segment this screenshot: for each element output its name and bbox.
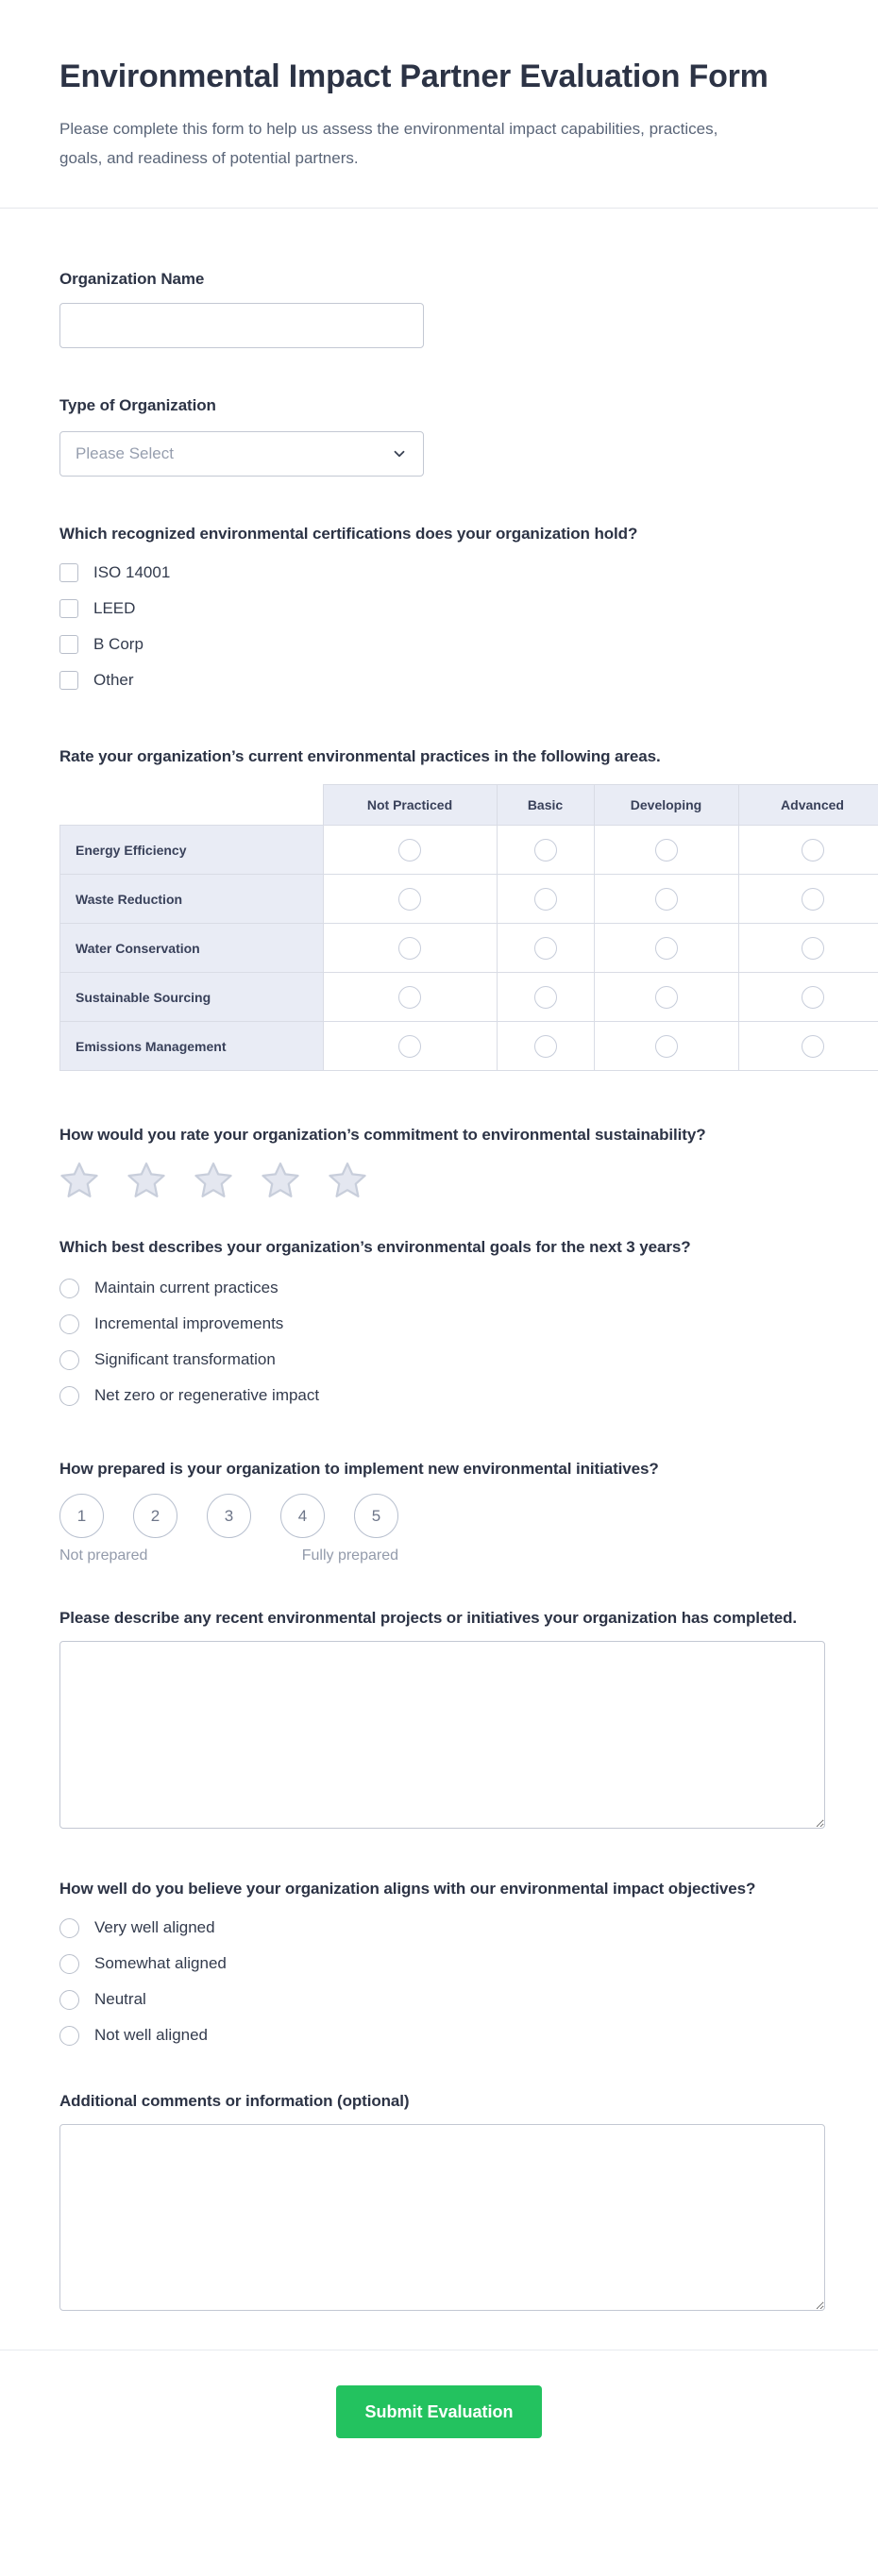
matrix-cell	[594, 826, 738, 875]
radio-option-label: Not well aligned	[94, 2026, 209, 2044]
question-label: Which best describes your organization’s environmental goals for the next 3 years?	[59, 1238, 691, 1256]
form-subtitle: Please complete this form to help us assess the environmental impact capabilities, practices, goals, and readiness of potential partners.	[59, 120, 718, 167]
form-body	[0, 265, 878, 2311]
matrix-radio[interactable]	[655, 888, 678, 911]
star-icon[interactable]	[328, 1161, 367, 1199]
matrix-radio[interactable]	[534, 1035, 557, 1058]
scale-option[interactable]: 5	[354, 1494, 398, 1538]
submit-button[interactable]: Submit Evaluation	[336, 2385, 542, 2438]
matrix-radio[interactable]	[655, 986, 678, 1009]
radio-option[interactable]	[59, 1989, 825, 2010]
scale-max-label: Fully prepared	[301, 1547, 398, 1564]
radio-option[interactable]	[59, 1278, 825, 1298]
field-alignment	[59, 1875, 825, 2046]
matrix-radio[interactable]	[655, 937, 678, 960]
field-organization-type	[59, 392, 825, 477]
field-goals	[59, 1233, 825, 1406]
matrix-cell	[497, 826, 594, 875]
question-label: How well do you believe your organization aligns with our environmental impact objectives?	[59, 1880, 756, 1898]
radio[interactable]	[59, 1350, 79, 1370]
matrix-radio[interactable]	[802, 839, 824, 861]
matrix-radio[interactable]	[398, 888, 421, 911]
matrix-row	[60, 973, 878, 1022]
matrix-radio[interactable]	[655, 839, 678, 861]
matrix-cell	[323, 826, 497, 875]
matrix-cell	[594, 973, 738, 1022]
radio[interactable]	[59, 2026, 79, 2046]
radio-option[interactable]	[59, 1917, 825, 1938]
checkbox[interactable]	[59, 563, 78, 582]
select-placeholder: Please Select	[76, 444, 174, 462]
radio-option[interactable]	[59, 1313, 825, 1334]
matrix-radio[interactable]	[802, 1035, 824, 1058]
comments-textarea[interactable]	[59, 2124, 825, 2311]
matrix-row-label: Emissions Management	[60, 1022, 324, 1071]
matrix-row-label: Energy Efficiency	[60, 826, 324, 875]
radio-option-label: Net zero or regenerative impact	[94, 1386, 320, 1404]
matrix-cell	[738, 875, 878, 924]
matrix-cell	[497, 1022, 594, 1071]
matrix-radio[interactable]	[534, 937, 557, 960]
matrix-radio[interactable]	[802, 986, 824, 1009]
matrix-cell	[738, 1022, 878, 1071]
checkbox-option[interactable]	[59, 634, 825, 655]
matrix-header-row	[60, 785, 878, 826]
radio-option-label: Significant transformation	[94, 1350, 276, 1368]
radio-option[interactable]	[59, 1385, 825, 1406]
radio[interactable]	[59, 1386, 79, 1406]
radio[interactable]	[59, 1954, 79, 1974]
matrix-column-header: Basic	[497, 785, 594, 826]
practices-matrix-table	[59, 784, 878, 1071]
matrix-cell	[323, 973, 497, 1022]
checkbox-option-label: LEED	[93, 599, 136, 617]
matrix-cell	[323, 924, 497, 973]
chevron-down-icon	[391, 445, 408, 462]
submit-row	[0, 2385, 878, 2438]
scale-option[interactable]: 3	[207, 1494, 251, 1538]
radio-group	[59, 1917, 825, 2046]
question-label: Additional comments or information (optional)	[59, 2092, 410, 2110]
field-certifications	[59, 520, 825, 691]
matrix-radio[interactable]	[398, 986, 421, 1009]
question-label: Which recognized environmental certifications does your organization hold?	[59, 525, 638, 543]
star-icon[interactable]	[194, 1161, 233, 1199]
matrix-cell	[323, 875, 497, 924]
question-label: How would you rate your organization’s commitment to environmental sustainability?	[59, 1126, 706, 1144]
radio-option-label: Somewhat aligned	[94, 1954, 227, 1972]
matrix-cell	[594, 875, 738, 924]
matrix-column-header: Not Practiced	[323, 785, 497, 826]
matrix-column-header: Developing	[594, 785, 738, 826]
checkbox[interactable]	[59, 599, 78, 618]
matrix-row-label: Water Conservation	[60, 924, 324, 973]
field-practices-matrix	[59, 743, 844, 1071]
scale-option[interactable]: 2	[133, 1494, 177, 1538]
scale-option[interactable]: 1	[59, 1494, 104, 1538]
matrix-corner-cell	[60, 785, 324, 826]
field-commitment-rating	[59, 1121, 825, 1199]
radio-option-label: Maintain current practices	[94, 1279, 279, 1296]
checkbox-option[interactable]	[59, 598, 825, 619]
radio-option[interactable]	[59, 2025, 825, 2046]
form-title: Environmental Impact Partner Evaluation Form	[59, 59, 768, 94]
question-label: How prepared is your organization to implement new environmental initiatives?	[59, 1460, 659, 1478]
question-label: Please describe any recent environmental projects or initiatives your organization has completed.	[59, 1609, 798, 1627]
checkbox[interactable]	[59, 671, 78, 690]
radio-option[interactable]	[59, 1953, 825, 1974]
radio[interactable]	[59, 1918, 79, 1938]
checkbox-option-label: ISO 14001	[93, 563, 171, 581]
matrix-radio[interactable]	[802, 888, 824, 911]
radio[interactable]	[59, 1990, 79, 2010]
matrix-radio[interactable]	[534, 888, 557, 911]
matrix-row-label: Sustainable Sourcing	[60, 973, 324, 1022]
matrix-row	[60, 924, 878, 973]
matrix-cell	[594, 1022, 738, 1071]
matrix-row-label: Waste Reduction	[60, 875, 324, 924]
radio-option-label: Very well aligned	[94, 1918, 215, 1936]
star-icon[interactable]	[127, 1161, 166, 1199]
matrix-cell	[323, 1022, 497, 1071]
matrix-row	[60, 875, 878, 924]
field-organization-name	[59, 265, 825, 348]
star-rating	[59, 1161, 825, 1199]
radio[interactable]	[59, 1279, 79, 1298]
question-label: Rate your organization’s current environmental practices in the following areas.	[59, 747, 661, 765]
checkbox-option[interactable]	[59, 562, 825, 583]
question-label: Type of Organization	[59, 396, 216, 414]
checkbox-option[interactable]	[59, 670, 825, 691]
matrix-cell	[497, 875, 594, 924]
matrix-cell	[497, 973, 594, 1022]
org-type-select[interactable]	[59, 431, 424, 477]
matrix-radio[interactable]	[398, 937, 421, 960]
checkbox-option-label: B Corp	[93, 635, 144, 653]
matrix-radio[interactable]	[534, 839, 557, 861]
star-icon[interactable]	[59, 1161, 99, 1199]
scale-labels	[59, 1547, 398, 1564]
matrix-radio[interactable]	[802, 937, 824, 960]
matrix-cell	[738, 924, 878, 973]
field-preparedness	[59, 1455, 825, 1564]
matrix-cell	[738, 973, 878, 1022]
form-header	[0, 0, 878, 173]
matrix-row	[60, 826, 878, 875]
checkbox[interactable]	[59, 635, 78, 654]
scale-group	[59, 1494, 825, 1538]
radio-group	[59, 1278, 825, 1406]
matrix-cell	[497, 924, 594, 973]
checkbox-group	[59, 562, 825, 691]
matrix-cell	[594, 924, 738, 973]
matrix-column-header: Advanced	[738, 785, 878, 826]
scale-min-label: Not prepared	[59, 1547, 148, 1564]
field-projects	[59, 1604, 825, 1829]
checkbox-option-label: Other	[93, 671, 134, 689]
organization-name-input[interactable]	[59, 303, 424, 348]
matrix-cell	[738, 826, 878, 875]
question-label: Organization Name	[59, 270, 205, 288]
matrix-radio[interactable]	[398, 839, 421, 861]
radio[interactable]	[59, 1314, 79, 1334]
radio-option-label: Incremental improvements	[94, 1314, 284, 1332]
matrix-radio[interactable]	[534, 986, 557, 1009]
star-icon[interactable]	[261, 1161, 300, 1199]
matrix-row	[60, 1022, 878, 1071]
header-divider	[0, 208, 878, 209]
scale-option[interactable]: 4	[280, 1494, 325, 1538]
projects-textarea[interactable]	[59, 1641, 825, 1829]
matrix-radio[interactable]	[398, 1035, 421, 1058]
field-comments	[59, 2087, 825, 2311]
radio-option[interactable]	[59, 1349, 825, 1370]
matrix-radio[interactable]	[655, 1035, 678, 1058]
radio-option-label: Neutral	[94, 1990, 146, 2008]
